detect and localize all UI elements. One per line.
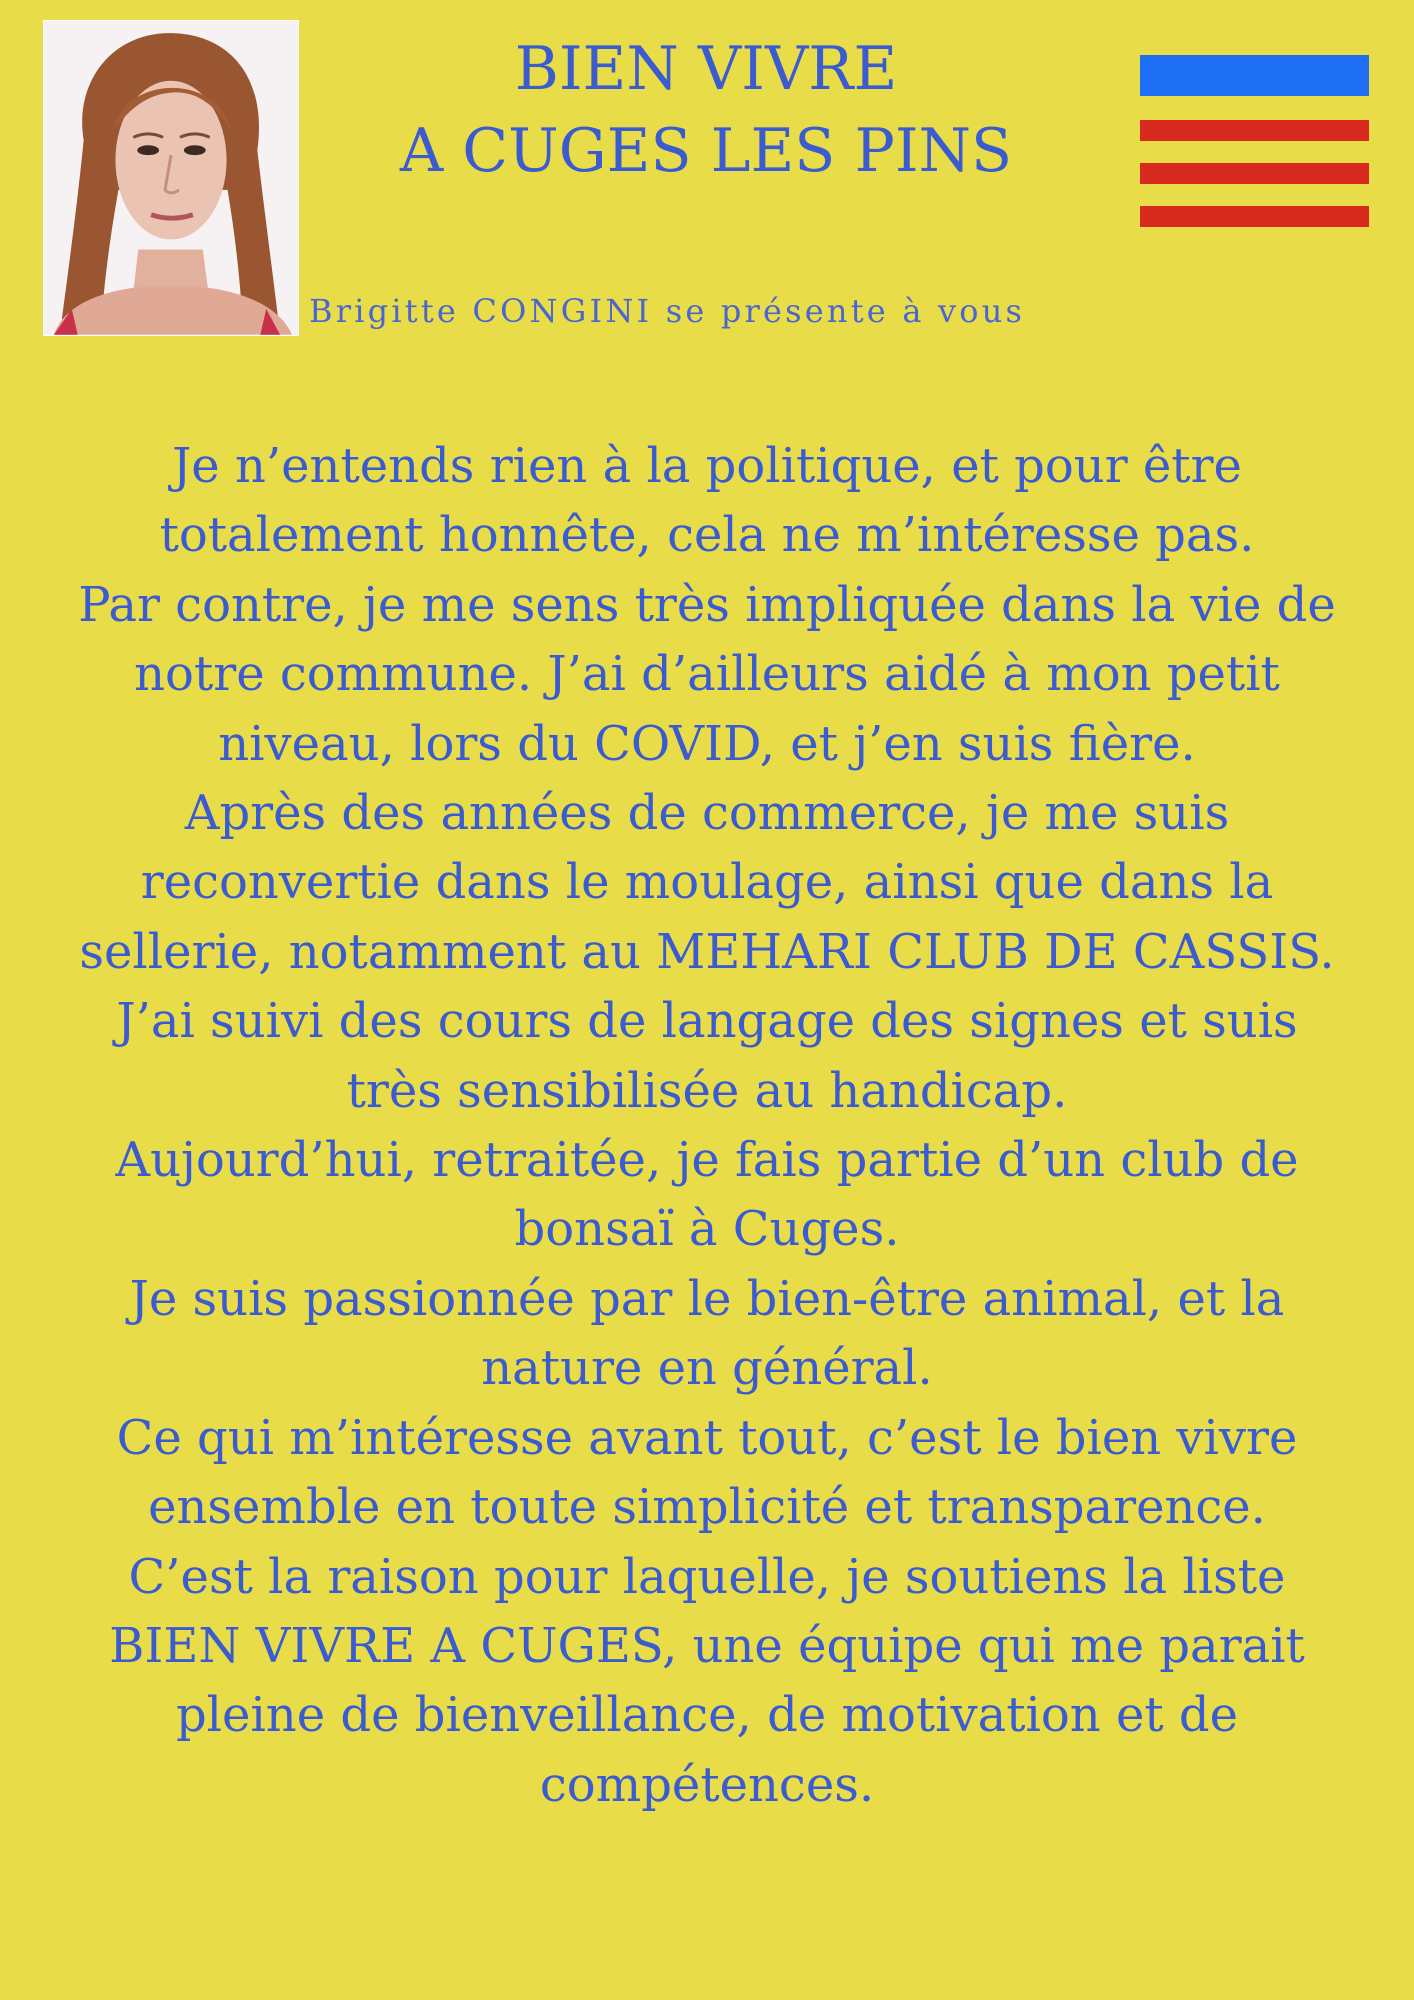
body-line: Je n’entends rien à la politique, et pour être: [172, 438, 1242, 494]
body-line: C’est la raison pour laquelle, je soutiens la liste: [128, 1548, 1286, 1605]
body-line: nature en général.: [481, 1340, 933, 1397]
body-line: pleine de bienveillance, de motivation et de: [175, 1687, 1239, 1744]
title-line-1: BIEN VIVRE: [514, 34, 898, 104]
body-line: reconvertie dans le moulage, ainsi que dans la: [140, 854, 1274, 911]
body-line: J’ai suivi des cours de langage des signes et suis: [116, 993, 1298, 1050]
body-line: Ce qui m’intéresse avant tout, c’est le bien vivre: [116, 1409, 1298, 1466]
body-line: Après des années de commerce, je me suis: [184, 785, 1230, 842]
body-line: ensemble en toute simplicité et transparence.: [148, 1479, 1266, 1536]
body-line: niveau, lors du COVID, et j’en suis fière.: [218, 715, 1196, 772]
body-line: Par contre, je me sens très impliquée dans la vie de: [78, 576, 1336, 633]
flag-red-stripe-2: [1140, 163, 1369, 184]
body-line: Je suis passionnée par le bien-être animal, et la: [129, 1270, 1285, 1327]
body-line: notre commune. J’ai d’ailleurs aidé à mon petit: [134, 646, 1280, 703]
title-line-2: A CUGES LES PINS: [399, 116, 1013, 186]
flag-blue-stripe: [1140, 55, 1369, 96]
presentation-text: [40, 432, 1374, 1820]
flag-icon: [1140, 55, 1369, 229]
body-line: bonsaï à Cuges.: [514, 1201, 900, 1258]
flag-red-stripe-3: [1140, 206, 1369, 227]
body-line: BIEN VIVRE A CUGES, une équipe qui me parait: [109, 1617, 1305, 1674]
page-title: [330, 28, 1082, 192]
body-line: totalement honnête, cela ne m’intéresse pas.: [159, 507, 1255, 564]
body-line: compétences.: [539, 1756, 875, 1813]
subtitle: Brigitte CONGINI se présente à vous: [309, 292, 1026, 330]
flag-red-stripe-1: [1140, 120, 1369, 141]
body-line: très sensibilisée au handicap.: [346, 1062, 1068, 1119]
portrait-photo: [43, 20, 299, 336]
portrait-illustration: [44, 21, 298, 335]
body-line: Aujourd’hui, retraitée, je fais partie d’un club de: [115, 1132, 1299, 1189]
body-line: sellerie, notamment au MEHARI CLUB DE CASSIS.: [79, 923, 1335, 980]
